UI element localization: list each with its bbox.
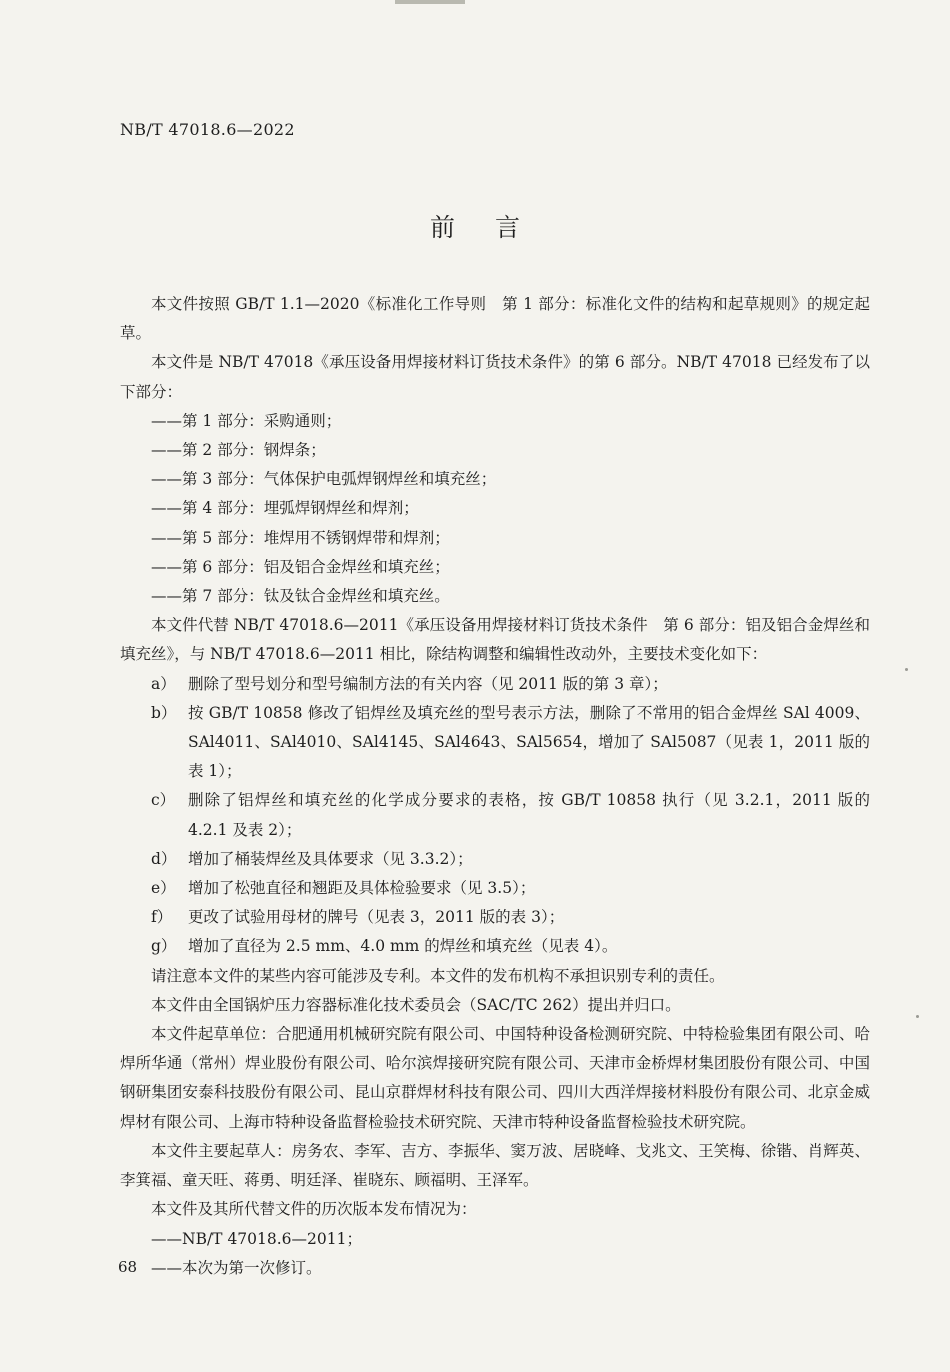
change-text: 更改了试验用母材的牌号（见表 3，2011 版的表 3）； — [188, 908, 565, 927]
change-label: c） — [151, 791, 176, 810]
change-text: 删除了铝焊丝和填充丝的化学成分要求的表格，按 GB/T 10858 执行（见 3.2.1，2011 版的 4.2.1 及表 2）； — [188, 791, 870, 839]
change-label: e） — [151, 879, 176, 898]
paragraph-proposer: 本文件由全国锅炉压力容器标准化技术委员会（SAC/TC 262）提出并归口。 — [151, 995, 681, 1014]
change-label: b） — [151, 703, 177, 722]
list-item-history: ——NB/T 47018.6—2011； — [151, 1229, 362, 1248]
list-item-history: ——本次为第一次修订。 — [151, 1258, 322, 1277]
paragraph-series-intro: 本文件是 NB/T 47018《承压设备用焊接材料订货技术条件》的第 6 部分。NB/T 47018 已经发布了以下部分： — [120, 353, 870, 401]
paragraph-drafting-units: 本文件起草单位：合肥通用机械研究院有限公司、中国特种设备检测研究院、中特检验集团有限公司、哈焊所华通（常州）焊业股份有限公司、哈尔滨焊接研究院有限公司、天津市金桥焊材集团股份有限公司、中国钢研集团安泰科技股份有限公司、昆山京群焊材科技有限公司、四川大西洋焊接材料股份有限公司、北京金威焊材有限公司、上海市特种设备监督检验技术研究院、天津市特种设备监督检验技术研究院。 — [120, 1025, 870, 1131]
list-item-part: ——第 6 部分：铝及铝合金焊丝和填充丝； — [151, 557, 450, 576]
change-label: g） — [151, 937, 177, 956]
page-title: 前言 — [429, 213, 560, 242]
list-item-part: ——第 7 部分：钛及钛合金焊丝和填充丝。 — [151, 587, 450, 606]
list-item-part: ——第 2 部分：钢焊条； — [151, 441, 326, 460]
list-item-change — [120, 699, 870, 787]
paragraph-drafting-basis: 本文件按照 GB/T 1.1—2020《标准化工作导则 第 1 部分：标准化文件的结构和起草规则》的规定起草。 — [120, 295, 870, 343]
paragraph-drafters: 本文件主要起草人：房务农、李军、吉方、李振华、窦万波、居晓峰、戈兆文、王笑梅、徐锴、肖辉英、李箕福、童天旺、蒋勇、明廷泽、崔晓东、顾福明、王泽军。 — [120, 1141, 870, 1190]
document-body — [120, 290, 870, 1283]
list-item-part: ——第 4 部分：埋弧焊钢焊丝和焊剂； — [151, 499, 419, 518]
change-text: 删除了型号划分和型号编制方法的有关内容（见 2011 版的第 3 章）； — [188, 674, 668, 693]
change-text: 增加了松弛直径和翘距及具体检验要求（见 3.5）； — [188, 879, 536, 898]
list-item-part: ——第 3 部分：气体保护电弧焊钢焊丝和填充丝； — [151, 470, 497, 489]
document-id: NB/T 47018.6—2022 — [120, 120, 295, 139]
change-label: a） — [151, 674, 176, 693]
change-label: f） — [151, 908, 173, 927]
page-number: 68 — [118, 1258, 138, 1276]
list-item-change — [120, 786, 870, 844]
list-item-change — [120, 874, 870, 903]
list-item-part: ——第 5 部分：堆焊用不锈钢焊带和焊剂； — [151, 528, 450, 547]
paragraph-patent-notice: 请注意本文件的某些内容可能涉及专利。本文件的发布机构不承担识别专利的责任。 — [151, 966, 725, 985]
scan-speck — [916, 1015, 919, 1018]
change-text: 按 GB/T 10858 修改了铝焊丝及填充丝的型号表示方法，删除了不常用的铝合金焊丝 SAl 4009、SAl4011、SAl4010、SAl4145、SAl4643、SAl5654，增加了 SAl5087（见表 1，2011 版的表 1）； — [188, 703, 870, 781]
scan-artifact — [395, 0, 465, 4]
change-text: 增加了桶装焊丝及具体要求（见 3.3.2）； — [188, 849, 473, 868]
paragraph-history-intro: 本文件及其所代替文件的历次版本发布情况为： — [151, 1200, 477, 1219]
scan-speck — [905, 668, 908, 671]
list-item-change — [120, 845, 870, 874]
change-label: d） — [151, 849, 177, 868]
list-item-change — [120, 903, 870, 932]
list-item-part: ——第 1 部分：采购通则； — [151, 411, 342, 430]
list-item-change — [120, 932, 870, 961]
list-item-change — [120, 670, 870, 699]
change-text: 增加了直径为 2.5 mm、4.0 mm 的焊丝和填充丝（见表 4）。 — [188, 937, 618, 956]
paragraph-replacement: 本文件代替 NB/T 47018.6—2011《承压设备用焊接材料订货技术条件 第 6 部分：铝及铝合金焊丝和填充丝》，与 NB/T 47018.6—2011 相比，除结构调整和编辑性改动外，主要技术变化如下： — [120, 616, 870, 664]
